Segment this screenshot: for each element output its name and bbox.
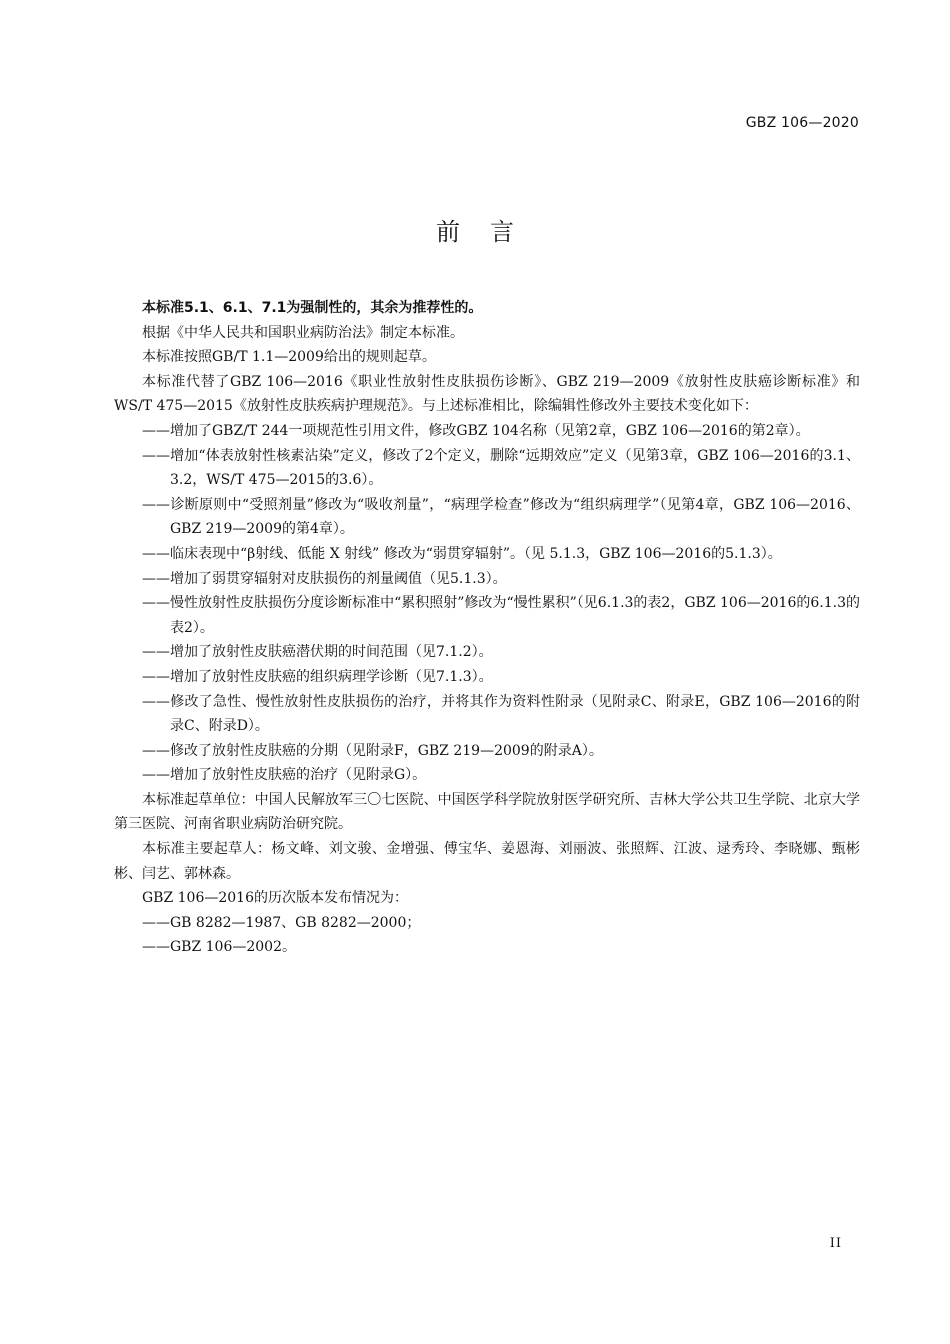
- foreword-body: [114, 296, 860, 960]
- list-item: ——增加了放射性皮肤癌的组织病理学诊断（见7.1.3）。: [142, 668, 493, 685]
- list-item: ——诊断原则中“受照剂量”修改为“吸收剂量”，“病理学检查”修改为“组织病理学”（见第4章，GBZ 106—2016、GBZ 219—2009的第4章）。: [142, 496, 860, 538]
- list-item: ——增加了放射性皮肤癌潜伏期的时间范围（见7.1.2）。: [142, 644, 493, 661]
- page-number: II: [829, 1236, 842, 1251]
- technical-changes-list: [114, 419, 860, 788]
- mandatory-clause: 本标准5.1、6.1、7.1为强制性的，其余为推荐性的。: [142, 300, 483, 316]
- basis-paragraph: 根据《中华人民共和国职业病防治法》制定本标准。: [142, 324, 464, 341]
- list-item: ——慢性放射性皮肤损伤分度诊断标准中“累积照射”修改为“慢性累积”（见6.1.3的表2，GBZ 106—2016的6.1.3的表2）。: [142, 595, 860, 636]
- version-history-list: [114, 911, 860, 960]
- list-item: ——修改了放射性皮肤癌的分期（见附录F，GBZ 219—2009的附录A）。: [142, 742, 603, 759]
- list-item: ——临床表现中“β射线、低能 X 射线” 修改为“弱贯穿辐射”。（见 5.1.3，GBZ 106—2016的5.1.3）。: [142, 545, 782, 562]
- list-item: ——增加了放射性皮肤癌的治疗（见附录G）。: [142, 767, 427, 784]
- list-item: ——增加了弱贯穿辐射对皮肤损伤的剂量阈值（见5.1.3）。: [142, 570, 507, 587]
- list-item: ——GBZ 106—2002。: [142, 939, 296, 956]
- standard-code: GBZ 106—2020: [745, 115, 859, 131]
- replaces-paragraph: 本标准代替了GBZ 106—2016《职业性放射性皮肤损伤诊断》、GBZ 219—2009《放射性皮肤癌诊断标准》和WS/T 475—2015《放射性皮肤疾病护理规范》。与上述标准相比，除编辑性修改外主要技术变化如下：: [114, 373, 860, 415]
- page-title: 前言: [436, 218, 544, 246]
- drafting-units-paragraph: 本标准起草单位：中国人民解放军三〇七医院、中国医学科学院放射医学研究所、吉林大学公共卫生学院、北京大学第三医院、河南省职业病防治研究院。: [114, 791, 860, 833]
- list-item: ——增加了GBZ/T 244一项规范性引用文件，修改GBZ 104名称（见第2章，GBZ 106—2016的第2章）。: [142, 422, 810, 439]
- list-item: ——增加“体表放射性核素沾染”定义，修改了2个定义，删除“远期效应”定义（见第3章，GBZ 106—2016的3.1、3.2，WS/T 475—2015的3.6）。: [142, 447, 860, 489]
- list-item: ——修改了急性、慢性放射性皮肤损伤的治疗，并将其作为资料性附录（见附录C、附录E，GBZ 106—2016的附录C、附录D）。: [142, 693, 860, 735]
- history-intro: GBZ 106—2016的历次版本发布情况为：: [142, 890, 408, 907]
- drafters-paragraph: 本标准主要起草人：杨文峰、刘文骏、金增强、傅宝华、姜恩海、刘丽波、张照辉、江波、逯秀玲、李晓娜、甄彬彬、闫艺、郭林森。: [114, 841, 860, 882]
- list-item: ——GB 8282—1987、GB 8282—2000；: [142, 914, 421, 931]
- drafting-rules-paragraph: 本标准按照GB/T 1.1—2009给出的规则起草。: [142, 349, 436, 366]
